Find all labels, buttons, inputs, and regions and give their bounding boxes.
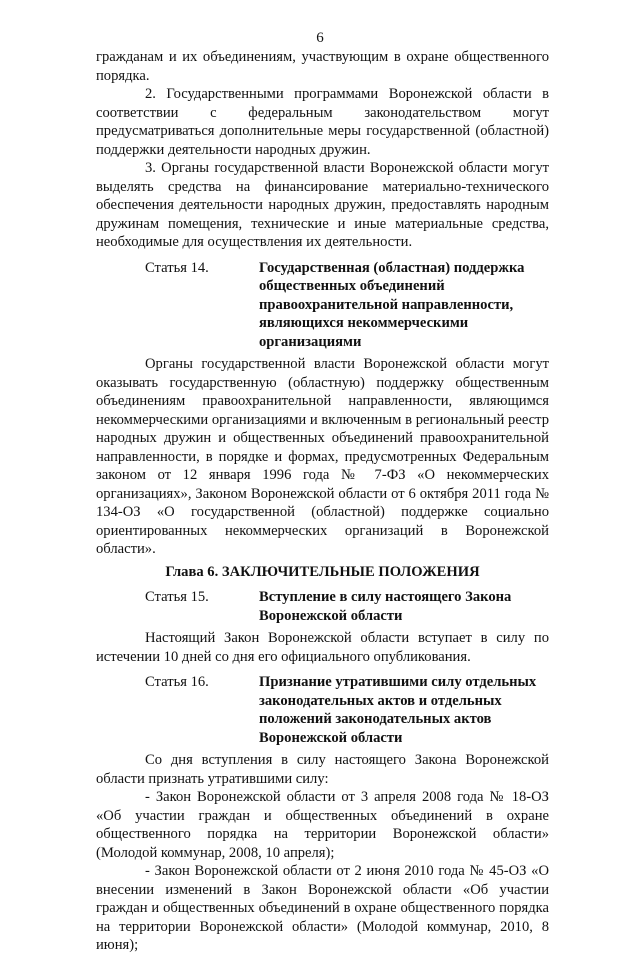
- article-16-intro: Со дня вступления в силу настоящего Закона Воронежской области признать утратившими силу:: [96, 752, 549, 787]
- article-title: Признание утратившими силу отдельных законодательных актов и отдельных положений законодательных актов Воронежской области: [259, 674, 537, 746]
- article-14-heading: [96, 259, 549, 352]
- repealed-act-item: - Закон Воронежской области от 2 июня 2010 года № 45-ОЗ «О внесении изменений в Закон Воронежской области «Об участии граждан и общественных объединений в охране общественного порядка на территории Воронежской области» (Молодой коммунар, 2010, 8 июня);: [96, 863, 549, 953]
- article-16-heading: [96, 673, 549, 747]
- paragraph-continued: гражданам и их объединениям, участвующим в охране общественного порядка.: [96, 49, 549, 84]
- document-body: [96, 48, 549, 955]
- article-number: Статья 15.: [145, 589, 209, 605]
- page-number: 6: [316, 30, 324, 46]
- article-14-text: Органы государственной власти Воронежской области могут оказывать государственную (областную) поддержку общественным объединениям правоохранительной направленности, являющимся некоммерческими организациями и включенным в региональный реестр народных дружин и общественных объединений правоохранительной направленности, в порядке и формах, предусмотренных Федеральным законом от 12 января 1996 года № 7-ФЗ «О некоммерческих организациях», Законом Воронежской области от 6 октября 2011 года № 134-ОЗ «О государственной (областной) поддержке социально ориентированных некоммерческих организаций в Воронежской области».: [96, 356, 549, 557]
- chapter-heading: Глава 6. ЗАКЛЮЧИТЕЛЬНЫЕ ПОЛОЖЕНИЯ: [165, 563, 480, 580]
- article-title: Вступление в силу настоящего Закона Воронежской области: [259, 589, 512, 624]
- article-number: Статья 14.: [145, 259, 209, 276]
- article-15-heading: [96, 588, 549, 625]
- paragraph-item-3: 3. Органы государственной власти Воронежской области могут выделять средства на финансирование материально-технического обеспечения деятельности народных дружин, предоставлять народным дружинам помещения, технические и иные материальные средства, необходимые для осуществления их деятельности.: [96, 160, 549, 250]
- paragraph-item-2: 2. Государственными программами Воронежской области в соответствии с федеральным законодательством могут предусматриваться дополнительные меры государственной (областной) поддержки деятельности народных дружин.: [96, 86, 549, 158]
- article-title: Государственная (областная) поддержка общественных объединений правоохранительной направленности, являющихся некоммерческими организациями: [259, 259, 525, 350]
- repealed-act-item: - Закон Воронежской области от 3 апреля 2008 года № 18-ОЗ «Об участии граждан и общественных объединений в охране общественного порядка на территории Воронежской области» (Молодой коммунар, 2008, 10 апреля);: [96, 789, 549, 861]
- article-number: Статья 16.: [145, 674, 209, 690]
- article-15-text: Настоящий Закон Воронежской области вступает в силу по истечении 10 дней со дня его официального опубликования.: [96, 630, 549, 665]
